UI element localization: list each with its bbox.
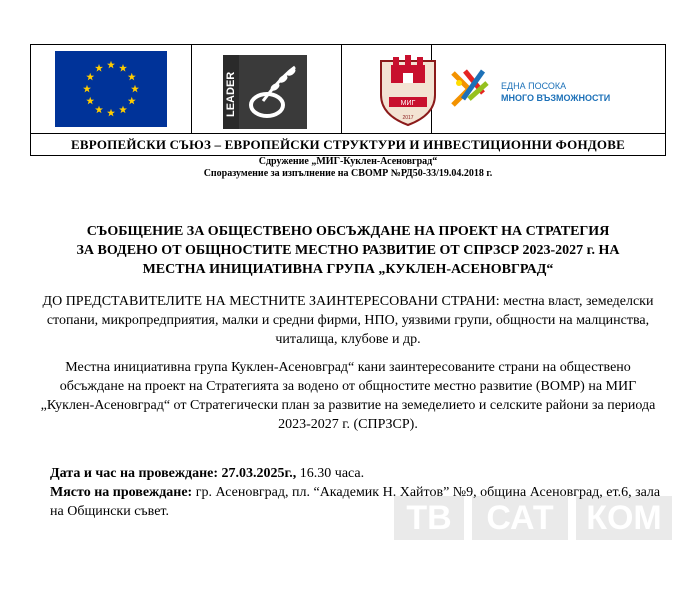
leader-logo (223, 55, 307, 129)
watermark-part: ТВ (394, 496, 464, 540)
mig-crest-logo (373, 51, 443, 131)
watermark-part: САТ (472, 496, 568, 540)
eu-flag-logo (55, 51, 167, 127)
rdp-logo (447, 63, 657, 113)
tv-watermark (394, 496, 672, 540)
date-value: 16.30 часа. (296, 466, 365, 481)
document-title (40, 222, 656, 279)
agreement-text: Споразумение за изпълнение на СВОМР №РД50-33/19.04.2018 г. (203, 168, 493, 179)
association-name: Сдружение „МИГ-Куклен-Асеновград“ (258, 156, 438, 167)
header-banner: ЕВРОПЕЙСКИ СЪЮЗ – ЕВРОПЕЙСКИ СТРУКТУРИ И ИНВЕСТИЦИОННИ ФОНДОВЕ (71, 136, 625, 152)
date-line (50, 464, 670, 483)
date-label: Дата и час на провеждане: 27.03.2025г., (50, 466, 297, 481)
header-logo-table (30, 44, 666, 156)
divider (191, 45, 192, 133)
addressees-paragraph: ДО ПРЕДСТАВИТЕЛИТЕ НА МЕСТНИТЕ ЗАИНТЕРЕСОВАНИ СТРАНИ: местна власт, земеделски стопани, микропредприятия, малки и средни фирми, НПО, уязвими групи, общности на малцинства, читалища, клубове и др. (42, 294, 654, 347)
title-line: МЕСТНА ИНИЦИАТИВНА ГРУПА „КУКЛЕН-АСЕНОВГРАД“ (142, 262, 554, 277)
rdp-line1: ЕДНА ПОСОКА (501, 81, 567, 91)
title-line: СЪОБЩЕНИЕ ЗА ОБЩЕСТВЕНО ОБСЪЖДАНЕ НА ПРОЕКТ НА СТРАТЕГИЯ (86, 224, 610, 239)
place-label: Място на провеждане: (50, 485, 193, 500)
watermark-part: КОМ (576, 496, 672, 540)
crest-text: МИГ (400, 100, 416, 107)
invitation-paragraph: Местна инициативна група Куклен-Асеновград“ кани заинтересованите страни на обществено обсъждане на проект на Стратегията за водено от общностите местно развитие (ВОМР) на МИГ „Куклен-Асеновград“ от Стратегически план за развитие на земеделието и селските райони за периода 2023-2027 г. (СПРЗСР). (40, 360, 656, 432)
crest-year: 2017 (402, 115, 414, 121)
place-value: гр. Асеновград, пл. “Академик Н. Хайтов” №9, община Асеновград, ет.6, зала на Общински съвет. (50, 485, 661, 519)
title-line: ЗА ВОДЕНО ОТ ОБЩНОСТИТЕ МЕСТНО РАЗВИТИЕ ОТ СПРЗСР 2023-2027 г. НА (76, 243, 620, 258)
logo-row (31, 45, 665, 134)
leader-text: LEADER (225, 71, 237, 117)
rdp-line2: МНОГО ВЪЗМОЖНОСТИ (501, 93, 611, 103)
divider (341, 45, 342, 133)
